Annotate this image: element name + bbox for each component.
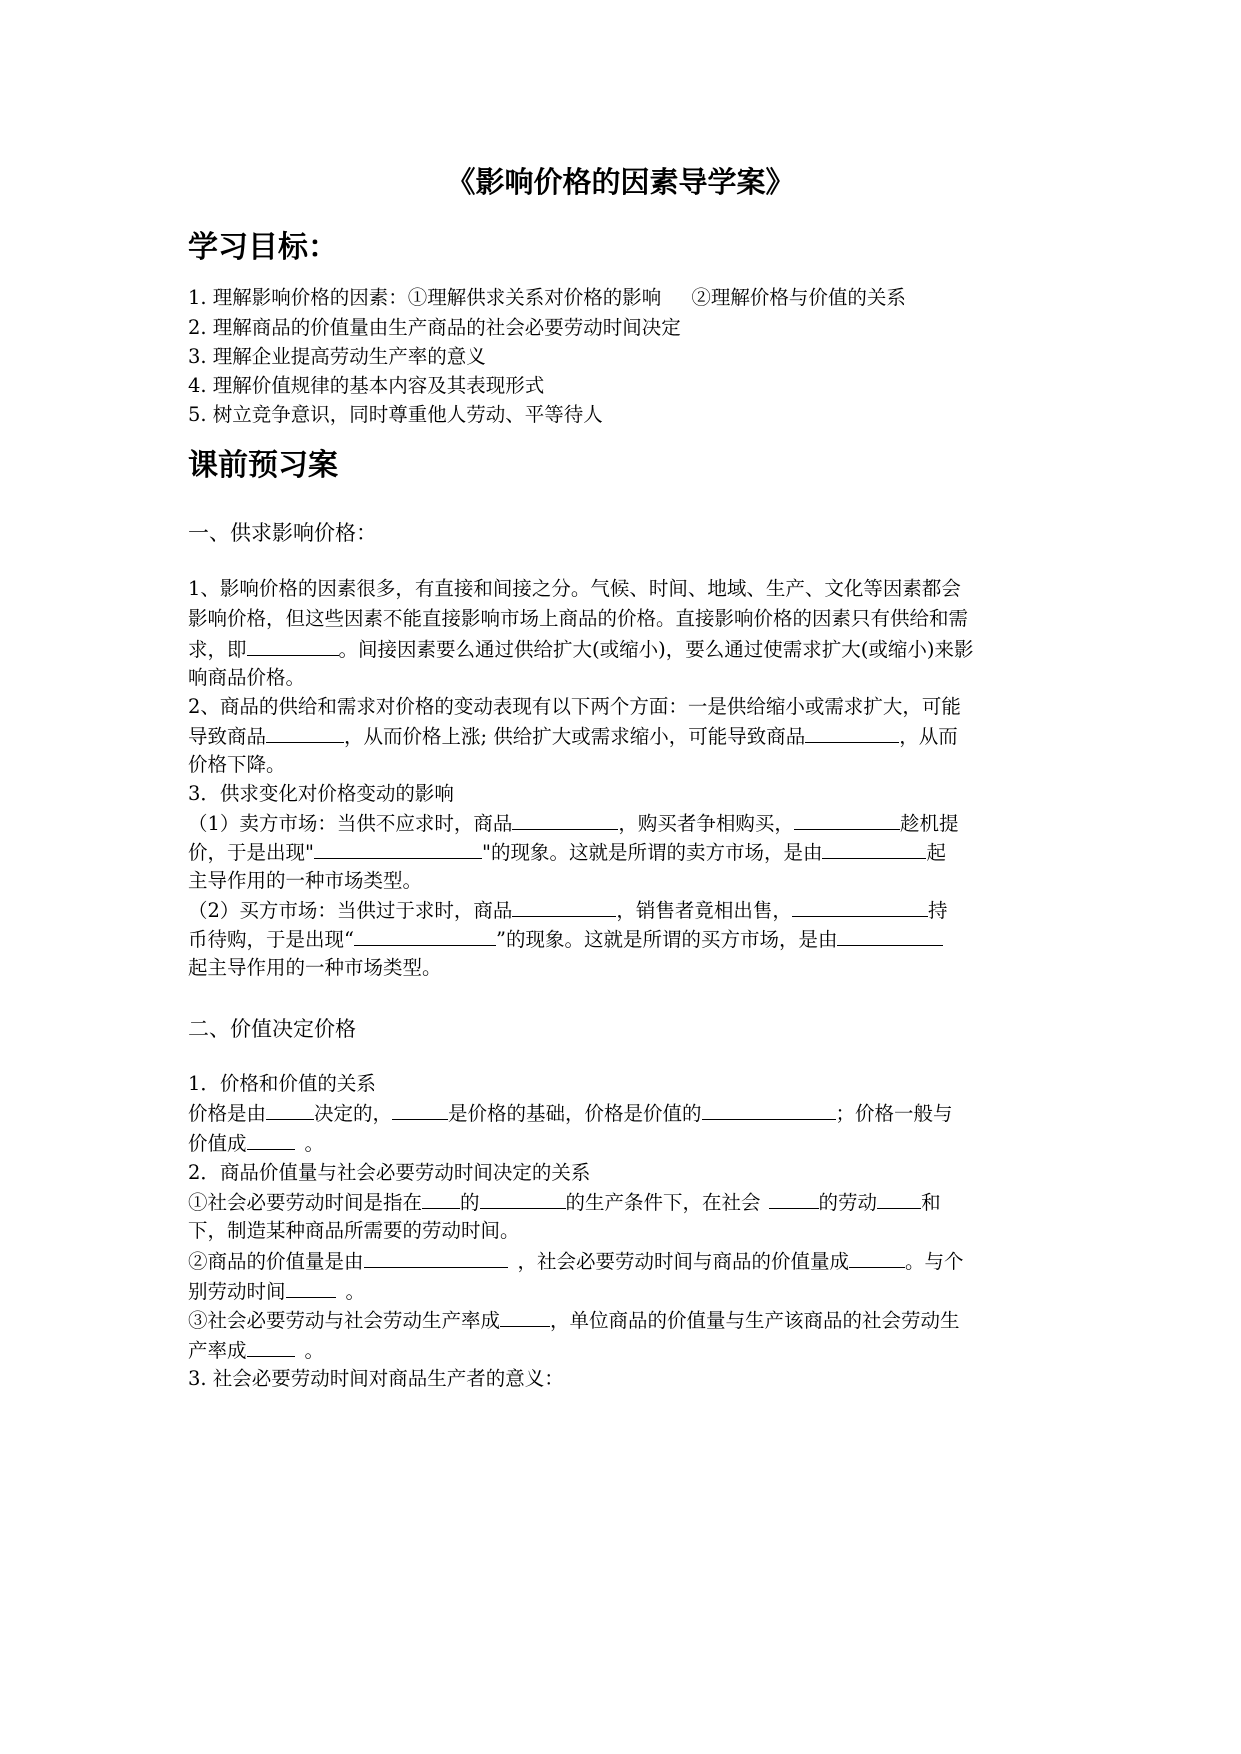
s2-text-h: 。与个 bbox=[905, 1250, 964, 1273]
s2-line-4 bbox=[188, 1249, 964, 1274]
p1-line-1: 1、影响价格的因素很多，有直接和间接之分。气候、时间、地域、生产、文化等因素都会 bbox=[188, 577, 961, 600]
p3-text-k: ”的现象。这就是所谓的买方市场，是由 bbox=[495, 928, 838, 951]
fill-blank[interactable] bbox=[702, 1101, 836, 1120]
p3-text-j: 币待购，于是出现“ bbox=[188, 928, 354, 951]
s2-text-c: 的生产条件下，在社会 bbox=[565, 1191, 761, 1214]
p2-line-1: 2、商品的供给和需求对价格的变动表现有以下两个方面：一是供给缩小或需求扩大，可能 bbox=[188, 695, 961, 718]
p3-text-b: ，购买者争相购买， bbox=[618, 812, 794, 835]
fill-blank[interactable] bbox=[422, 1190, 460, 1209]
goal-item-1b-text: ②理解价格与价值的关系 bbox=[691, 286, 906, 309]
preview-heading: 课前预习案 bbox=[188, 448, 338, 483]
s2-text-g: ，社会必要劳动时间与商品的价值量成 bbox=[517, 1250, 850, 1273]
fill-blank[interactable] bbox=[512, 898, 616, 917]
s2-line-2 bbox=[188, 1190, 941, 1215]
s1-text-d: ；价格一般与 bbox=[835, 1102, 953, 1125]
p1-text-b: 。间接因素要么通过供给扩大(或缩小)，要么通过使需求扩大(或缩小)来影 bbox=[338, 638, 974, 661]
fill-blank[interactable] bbox=[392, 1101, 448, 1120]
s2-line-5 bbox=[188, 1279, 365, 1304]
s1-text-b: 决定的， bbox=[314, 1102, 393, 1125]
s2-line-6 bbox=[188, 1308, 960, 1333]
s2-line-3: 下，制造某种商品所需要的劳动时间。 bbox=[188, 1219, 520, 1242]
s1-text-c: 是价格的基础，价格是价值的 bbox=[448, 1102, 702, 1125]
section-1-heading: 一、供求影响价格： bbox=[188, 521, 377, 545]
fill-blank[interactable] bbox=[286, 1279, 336, 1298]
p3-text-a: （1）卖方市场：当供不应求时，商品 bbox=[188, 812, 513, 835]
s2-text-b: 的 bbox=[460, 1191, 480, 1214]
s3-line-1: 3. 社会必要劳动时间对商品生产者的意义： bbox=[188, 1367, 564, 1390]
p3-line-3 bbox=[188, 840, 946, 865]
p3-text-f: 起 bbox=[926, 841, 946, 864]
p3-text-g: （2）买方市场：当供过于求时，商品 bbox=[188, 899, 513, 922]
fill-blank[interactable] bbox=[266, 724, 344, 743]
p3-text-e: "的现象。这就是所谓的卖方市场，是由 bbox=[481, 841, 823, 864]
s2-text-l: ，单位商品的价值量与生产该商品的社会劳动生 bbox=[550, 1309, 960, 1332]
p3-text-i: 持 bbox=[927, 899, 948, 922]
section-2-heading: 二、价值决定价格 bbox=[188, 1017, 356, 1041]
s2-text-a: ①社会必要劳动时间是指在 bbox=[188, 1191, 423, 1214]
p2-text-a: 导致商品 bbox=[188, 725, 267, 748]
fill-blank[interactable] bbox=[480, 1190, 566, 1209]
s1-text-f: 。 bbox=[304, 1132, 325, 1155]
p2-text-c: ，从而 bbox=[899, 725, 958, 748]
goal-item-4: 4. 理解价值规律的基本内容及其表现形式 bbox=[188, 374, 545, 397]
fill-blank[interactable] bbox=[769, 1190, 819, 1209]
fill-blank[interactable] bbox=[247, 1338, 295, 1357]
goal-item-3: 3. 理解企业提高劳动生产率的意义 bbox=[188, 345, 486, 368]
s2-text-f: ②商品的价值量是由 bbox=[188, 1250, 364, 1273]
p1-line-4: 响商品价格。 bbox=[188, 666, 306, 689]
fill-blank[interactable] bbox=[837, 927, 943, 946]
fill-blank[interactable] bbox=[266, 1101, 314, 1120]
s2-line-1: 2．商品价值量与社会必要劳动时间决定的关系 bbox=[188, 1161, 591, 1184]
p3-text-h: ，销售者竟相出售， bbox=[616, 899, 792, 922]
p3-line-7: 起主导作用的一种市场类型。 bbox=[188, 956, 442, 979]
fill-blank[interactable] bbox=[314, 840, 482, 859]
s2-text-i: 别劳动时间 bbox=[188, 1280, 286, 1303]
s2-text-m: 产率成 bbox=[188, 1339, 247, 1362]
fill-blank[interactable] bbox=[247, 637, 339, 656]
p3-text-c: 趁机提 bbox=[899, 812, 959, 835]
fill-blank[interactable] bbox=[364, 1249, 508, 1268]
s2-line-7 bbox=[188, 1338, 324, 1363]
p3-line-6 bbox=[188, 927, 943, 952]
document-title: 《影响价格的因素导学案》 bbox=[446, 165, 795, 199]
goal-item-2: 2. 理解商品的价值量由生产商品的社会必要劳动时间决定 bbox=[188, 316, 681, 339]
p3-line-2 bbox=[188, 811, 958, 836]
s1-line-1: 1．价格和价值的关系 bbox=[188, 1072, 376, 1095]
s1-line-2 bbox=[188, 1101, 953, 1126]
fill-blank[interactable] bbox=[792, 898, 928, 917]
p3-text-d: 价，于是出现" bbox=[188, 841, 314, 864]
p2-text-b: ，从而价格上涨; 供给扩大或需求缩小，可能导致商品 bbox=[344, 725, 806, 748]
s2-text-d: 的劳动 bbox=[818, 1191, 878, 1214]
fill-blank[interactable] bbox=[354, 927, 496, 946]
fill-blank[interactable] bbox=[512, 811, 618, 830]
s1-text-a: 价格是由 bbox=[188, 1102, 267, 1125]
p3-line-5 bbox=[188, 898, 947, 923]
fill-blank[interactable] bbox=[822, 840, 926, 859]
fill-blank[interactable] bbox=[500, 1308, 550, 1327]
goal-item-1-text: 1. 理解影响价格的因素：①理解供求关系对价格的影响 bbox=[188, 286, 662, 309]
p1-line-2: 影响价格，但这些因素不能直接影响市场上商品的价格。直接影响价格的因素只有供给和需 bbox=[188, 607, 969, 630]
fill-blank[interactable] bbox=[794, 811, 900, 830]
fill-blank[interactable] bbox=[849, 1249, 905, 1268]
p2-line-2 bbox=[188, 724, 958, 749]
p3-line-1: 3．供求变化对价格变动的影响 bbox=[188, 782, 454, 805]
fill-blank[interactable] bbox=[877, 1190, 921, 1209]
s1-line-3 bbox=[188, 1131, 324, 1156]
fill-blank[interactable] bbox=[805, 724, 899, 743]
p3-line-4: 主导作用的一种市场类型。 bbox=[188, 869, 423, 892]
learning-goals-heading: 学习目标： bbox=[188, 230, 338, 265]
s2-text-e: 和 bbox=[921, 1191, 941, 1214]
p1-line-3 bbox=[188, 637, 973, 662]
goal-item-1 bbox=[188, 286, 906, 310]
fill-blank[interactable] bbox=[247, 1131, 295, 1150]
s1-text-e: 价值成 bbox=[188, 1132, 247, 1155]
s2-text-j: 。 bbox=[345, 1280, 366, 1303]
p2-line-3: 价格下降。 bbox=[188, 753, 286, 776]
s2-text-n: 。 bbox=[304, 1339, 325, 1362]
goal-item-5: 5. 树立竞争意识，同时尊重他人劳动、平等待人 bbox=[188, 403, 603, 426]
p1-text-a: 求，即 bbox=[188, 638, 247, 661]
s2-text-k: ③社会必要劳动与社会劳动生产率成 bbox=[188, 1309, 501, 1332]
